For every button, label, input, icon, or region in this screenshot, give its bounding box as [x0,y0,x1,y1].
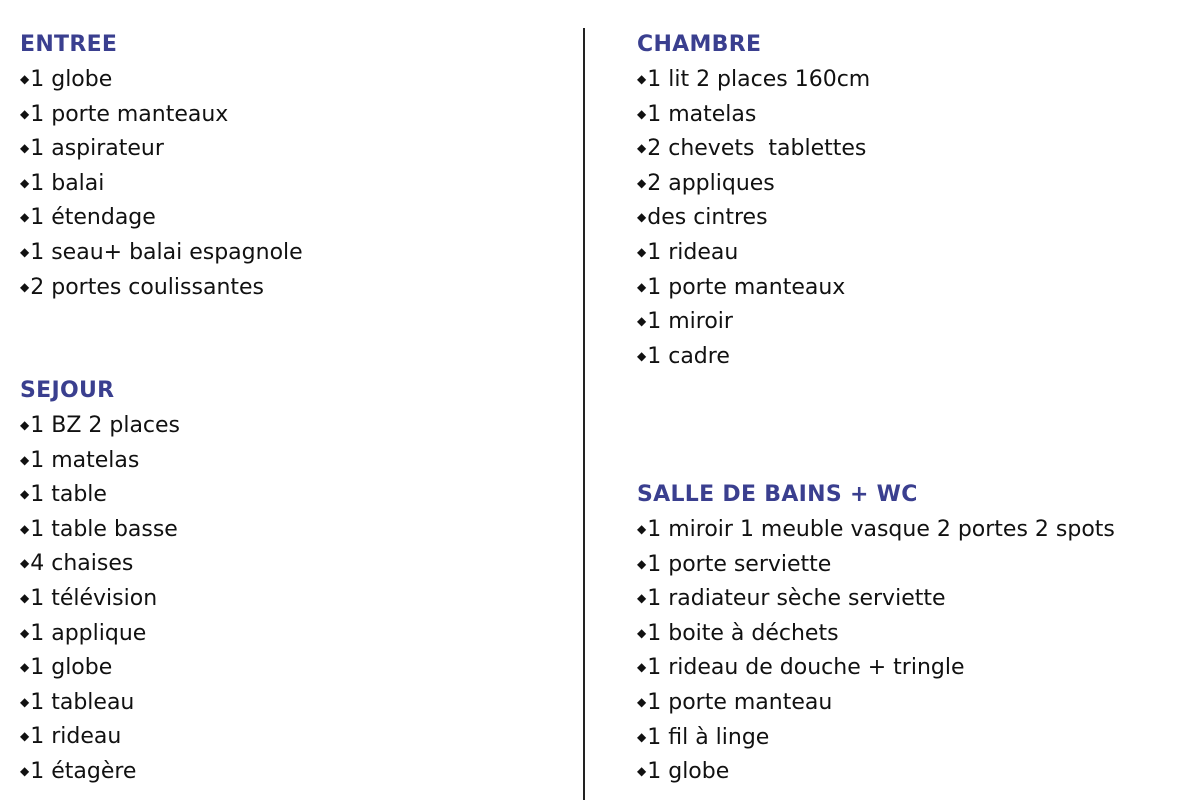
list-item: ◆1 aspirateur [20,131,303,166]
diamond-bullet-icon: ◆ [20,72,30,86]
list-item: ◆1 porte serviette [637,547,1115,582]
list-item: ◆1 fil à linge [637,720,1115,755]
list-item: ◆1 seau+ balai espagnole [20,235,303,270]
list-item: ◆1 balai [20,166,303,201]
list-item: ◆1 étendage [20,200,303,235]
diamond-bullet-icon: ◆ [637,591,647,606]
section-salle-de-bains [637,478,1115,789]
diamond-bullet-icon: ◆ [637,141,647,156]
column-divider [583,28,585,800]
list-item: ◆1 radiateur sèche serviette [637,581,1115,616]
diamond-bullet-icon: ◆ [20,556,30,571]
diamond-bullet-icon: ◆ [637,72,647,86]
section-heading: ENTREE [20,32,118,57]
diamond-bullet-icon: ◆ [20,452,30,467]
diamond-bullet-icon: ◆ [637,314,647,329]
list-item: ◆1 porte manteaux [20,97,303,132]
section-chambre [637,28,870,373]
list-item: ◆1 matelas [637,97,870,132]
diamond-bullet-icon: ◆ [637,660,647,675]
list-item: ◆1 rideau [637,235,870,270]
diamond-bullet-icon: ◆ [20,106,30,121]
list-item: ◆1 miroir 1 meuble vasque 2 portes 2 spots [637,512,1115,547]
diamond-bullet-icon: ◆ [637,522,647,536]
diamond-bullet-icon: ◆ [637,279,647,294]
diamond-bullet-icon: ◆ [637,106,647,121]
list-item: ◆1 tableau [20,685,180,720]
diamond-bullet-icon: ◆ [637,175,647,190]
list-item: ◆1 télévision [20,581,180,616]
diamond-bullet-icon: ◆ [20,694,30,709]
diamond-bullet-icon: ◆ [637,694,647,709]
diamond-bullet-icon: ◆ [637,625,647,640]
diamond-bullet-icon: ◆ [637,556,647,571]
list-item: ◆1 porte manteaux [637,270,870,305]
list-item: ◆1 cadre [637,339,870,374]
section-heading: SALLE DE BAINS + WC [637,482,918,507]
list-item: ◆1 matelas [20,443,180,478]
list-item: ◆4 chaises [20,546,180,581]
section-heading: SEJOUR [20,378,115,403]
diamond-bullet-icon: ◆ [637,244,647,259]
diamond-bullet-icon: ◆ [20,418,30,432]
section-heading: CHAMBRE [637,32,762,57]
diamond-bullet-icon: ◆ [637,210,647,225]
diamond-bullet-icon: ◆ [637,764,647,779]
diamond-bullet-icon: ◆ [20,625,30,640]
list-item: ◆1 miroir [637,304,870,339]
diamond-bullet-icon: ◆ [20,210,30,225]
diamond-bullet-icon: ◆ [20,590,30,605]
list-item: ◆1 rideau [20,719,180,754]
diamond-bullet-icon: ◆ [20,279,30,294]
list-item: ◆1 globe [20,62,303,97]
diamond-bullet-icon: ◆ [20,660,30,675]
list-item: ◆1 porte manteau [637,685,1115,720]
diamond-bullet-icon: ◆ [20,141,30,156]
list-item: ◆1 applique [20,616,180,651]
section-entree [20,28,303,304]
diamond-bullet-icon: ◆ [637,729,647,744]
diamond-bullet-icon: ◆ [20,244,30,259]
section-sejour [20,374,180,789]
list-item: ◆2 appliques [637,166,870,201]
diamond-bullet-icon: ◆ [20,487,30,502]
list-item: ◆1 table basse [20,512,180,547]
list-item: ◆2 chevets tablettes [637,131,870,166]
diamond-bullet-icon: ◆ [637,348,647,363]
list-item: ◆1 table [20,477,180,512]
list-item: ◆1 globe [637,754,1115,789]
list-item: ◆1 boite à déchets [637,616,1115,651]
list-item: ◆1 globe [20,650,180,685]
list-item: ◆1 lit 2 places 160cm [637,62,870,97]
list-item: ◆1 rideau de douche + tringle [637,650,1115,685]
diamond-bullet-icon: ◆ [20,521,30,536]
list-item: ◆2 portes coulissantes [20,270,303,305]
diamond-bullet-icon: ◆ [20,763,30,778]
diamond-bullet-icon: ◆ [20,175,30,190]
list-item: ◆1 BZ 2 places [20,408,180,443]
list-item: ◆1 étagère [20,754,180,789]
list-item: ◆des cintres [637,200,870,235]
diamond-bullet-icon: ◆ [20,729,30,744]
